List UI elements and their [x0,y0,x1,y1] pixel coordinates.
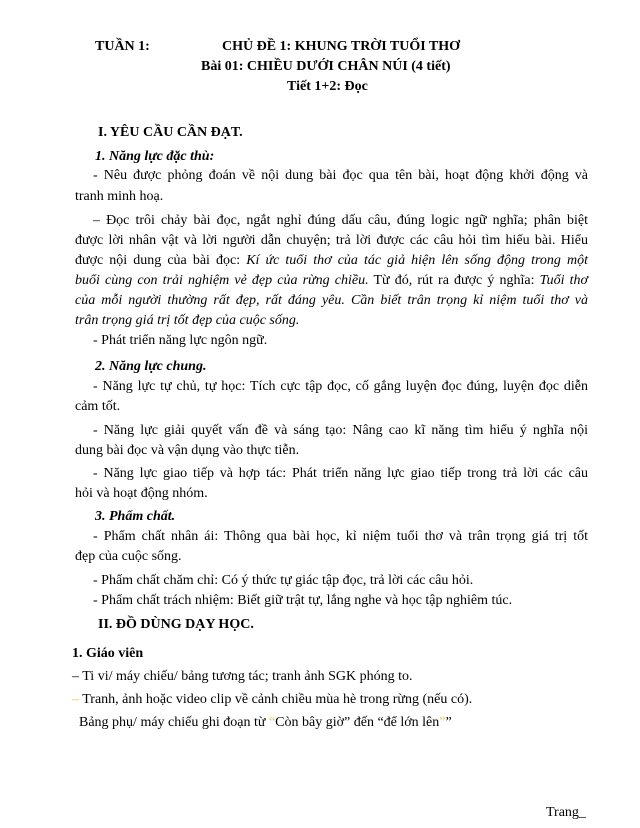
week-label: TUẦN 1: [95,39,150,54]
s1-p1-line2: tranh minh hoạ. [75,189,164,204]
s2-p2-line1: - Năng lực giải quyết vấn đề và sáng tạo: Nâng cao kĩ năng tìm hiểu ý nghĩa nội [93,423,588,438]
teacher-item-3 [72,714,452,732]
s1-p2-line6: trân trọng giá trị tốt đẹp của cuộc sống. [75,313,300,328]
teacher-item-3-quote-close: ” [445,715,452,730]
section-1-title: I. YÊU CẦU CẦN ĐẠT. [98,125,243,140]
s1-p2-line4-plain: Từ đó, rút ra được ý nghĩa: [368,273,540,288]
topic-title: CHỦ ĐỀ 1: KHUNG TRỜI TUỔI THƠ [222,39,461,54]
s1-p2-line1: – Đọc trôi chảy bài đọc, ngắt nghỉ đúng dấu câu, đúng logic ngữ nghĩa; phân biệt [93,213,588,228]
s1-p2-line3-italic: Kí ức tuổi thơ của tác giả hiện lên sống động trong một [246,253,588,268]
teacher-item-2-dash: – [72,692,79,707]
period-title: Tiết 1+2: Đọc [287,79,368,94]
s1-p2-line2: được lời nhân vật và lời người dẫn chuyện; trả lời được các câu hỏi tìm hiểu bài. Hiểu [75,233,588,248]
subsection-3-title: 3. Phẩm chất. [95,509,176,524]
s1-p3: - Phát triển năng lực ngôn ngữ. [93,333,268,348]
teacher-item-3-text-a: Bảng phụ/ máy chiếu ghi đoạn từ [72,715,269,730]
s1-p2-line3-plain: được nội dung của bài đọc: [75,253,247,268]
s1-p2-line4-italic: buổi cùng con trải nghiệm vẻ đẹp của rừng chiều. [75,273,369,288]
lesson-title: Bài 01: CHIỀU DƯỚI CHÂN NÚI (4 tiết) [201,59,451,74]
teacher-title: 1. Giáo viên [72,646,144,661]
teacher-item-2 [72,691,472,709]
s1-p2-line5: của mỗi người thường rất đẹp, rất đáng yêu. Cần biết trân trọng kỉ niệm tuổi thơ và [75,293,588,308]
subsection-2-title: 2. Năng lực chung. [95,359,207,374]
s3-p2: - Phẩm chất chăm chỉ: Có ý thức tự giác tập đọc, trả lời các câu hỏi. [93,573,474,588]
teacher-item-3-text-b: Còn bây giờ” đến “để lớn lên [275,715,440,730]
subsection-1-title: 1. Năng lực đặc thù: [95,149,215,164]
s1-p2-line4 [75,272,588,290]
teacher-item-1: – Ti vi/ máy chiếu/ bảng tương tác; tranh ảnh SGK phóng to. [72,669,413,684]
s2-p2-line2: dung bài đọc và vận dụng vào thực tiễn. [75,443,300,458]
s1-p1-line1: - Nêu được phỏng đoán về nội dung bài đọc qua tên bài, hoạt động khởi động và [93,168,588,183]
s2-p3-line2: hỏi và hoạt động nhóm. [75,486,208,501]
s3-p3: - Phẩm chất trách nhiệm: Biết giữ trật tự, lắng nghe và học tập nghiêm túc. [93,593,513,608]
s3-p1-line1: - Phẩm chất nhân ái: Thông qua bài học, kỉ niệm tuổi thơ và trân trọng giá trị tốt [93,529,588,544]
teacher-item-3-quote-open: “ [268,715,276,730]
teacher-item-2-text: Tranh, ảnh hoặc video clip về cảnh chiều mùa hè trong rừng (nếu có). [79,692,473,707]
s1-p2-line4-italic2: Tuổi thơ [539,273,589,288]
page-number-label: Trang_ [546,805,586,820]
s2-p1-line1: - Năng lực tự chủ, tự học: Tích cực tập đọc, cố gắng luyện đọc đúng, luyện đọc diễn [93,379,588,394]
teacher-item-3-quote-mark: ” [439,715,446,730]
s3-p1-line2: đẹp của cuộc sống. [75,549,182,564]
s2-p1-line2: cảm tốt. [75,399,121,414]
s2-p3-line1: - Năng lực giao tiếp và hợp tác: Phát triển năng lực giao tiếp trong trả lời các câu [93,466,588,481]
section-2-title: II. ĐỒ DÙNG DẠY HỌC. [98,617,254,632]
s1-p2-line3 [75,252,588,270]
